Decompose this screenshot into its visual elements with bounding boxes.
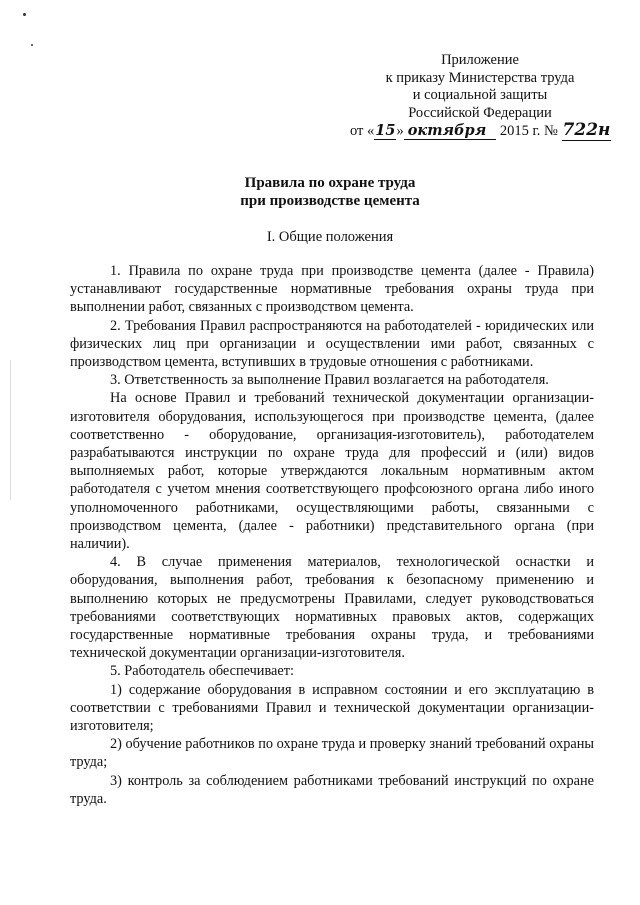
date-day: 15 [375,122,396,139]
paragraph: 4. В случае применения материалов, технологической оснастки и оборудования, выполнения работ, требования к безопасному применению и выполнению которых не предусмотрены Правилами, следует руководствоваться требованиями соответствующих нормативных правовых актов, содержащих государственные нормативные требования охраны труда, и требованиями технической документации организации-изготовителя. [70,554,594,662]
date-prefix: от « [350,123,375,139]
title-line: Правила по охране труда [244,175,416,191]
order-number: 722н [562,120,611,140]
title-line: при производстве цемента [240,193,420,209]
date-mid: » [396,123,404,139]
paragraph: 3) контроль за соблюдением работниками требований инструкций по охране труда. [70,772,594,807]
paragraph: 1) содержание оборудования в исправном состоянии и его эксплуатацию в соответствии с требованиями Правил и технической документации организации-изготовителя; [70,681,594,735]
paragraph: 5. Работодатель обеспечивает: [110,663,294,680]
section-heading: I. Общие положения [266,229,394,245]
order-date-line [350,122,610,141]
appendix-line: и социальной защиты [412,87,548,103]
document-title [70,174,590,210]
scan-speck [31,44,33,46]
paragraph: На основе Правил и требований технической документации организации-изготовителя оборудования, использующегося при производстве цемента, (далее соответственно - оборудование, организация-изготовитель), работодателем разрабатываются инструкции по охране труда для профессий и (или) видов выполняемых работ, которые утверждаются локальным нормативным актом работодателя с учетом мнения соответствующего профсоюзного органа либо иного уполномоченного работниками, осуществляющими работы, связанными с производством цемента, (далее - работники) представительного органа (при наличии). [70,390,594,553]
date-year: 2015 г. № [499,123,558,139]
scan-speck [23,13,26,16]
paragraph: 3. Ответственность за выполнение Правил возлагается на работодателя. [110,372,549,389]
date-month: октября [404,122,497,140]
paragraph: 2) обучение работников по охране труда и проверку знаний требований охраны труда; [70,736,594,771]
scan-margin-shadow [10,360,11,500]
appendix-line: Российской Федерации [408,104,552,121]
appendix-line: к приказу Министерства труда [385,69,575,86]
paragraph: 1. Правила по охране труда при производстве цемента (далее - Правила) устанавливают государственные нормативные требования охраны труда при выполнении работ, связанных с производством цемента. [70,263,594,316]
document-body [70,262,594,808]
appendix-block [350,52,610,141]
paragraph: 2. Требования Правил распространяются на работодателей - юридических или физических лиц при организации и осуществлении ими работ, связанных с производством цемента, вступивших в трудовые отношения с работниками. [70,317,594,371]
appendix-line: Приложение [441,52,519,68]
